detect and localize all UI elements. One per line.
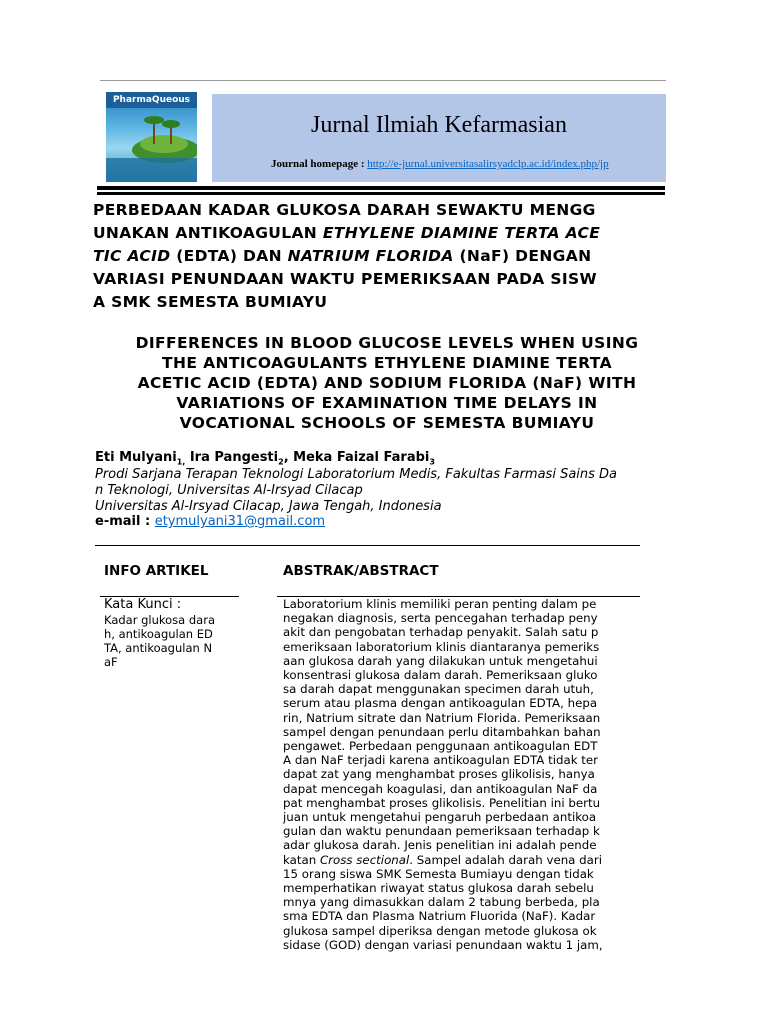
abstract-line: glukosa sampel diperiksa dengan metode glukosa ok — [283, 923, 597, 938]
journal-header — [212, 94, 666, 182]
abstract-line: emeriksaan laboratorium klinis diantaranya pemeriks — [283, 639, 600, 654]
abstract-line: konsentrasi glukosa dalam darah. Pemeriksaan gluko — [283, 668, 598, 683]
affiliation-line: Prodi Sarjana Terapan Teknologi Laboratorium Medis, Fakultas Farmasi Sains Da — [95, 467, 618, 482]
affiliation-line: Universitas Al-Irsyad Cilacap, Jawa Tengah, Indonesia — [95, 499, 442, 514]
title-id-text: (NaF) DENGAN — [453, 247, 592, 265]
author-affiliation-mark: 2 — [278, 457, 284, 467]
title-id-italic: ETHYLENE DIAMINE TERTA ACE — [322, 224, 601, 242]
author-affiliation-mark: 1, — [176, 457, 186, 467]
abstract-line — [283, 853, 643, 867]
keywords-line: TA, antikoagulan N — [104, 641, 213, 655]
abstract-line: A dan NaF terjadi karena antikoagulan EDTA tidak ter — [283, 753, 599, 768]
abstract-text: katan — [283, 852, 320, 867]
abstract-line: rin, Natrium sitrate dan Natrium Florida. Pemeriksaan — [283, 710, 601, 725]
email-link[interactable]: etymulyani31@gmail.com — [154, 514, 326, 529]
abstract-line: akit dan pengobatan terhadap penyakit. Salah satu p — [283, 625, 599, 640]
author-list — [95, 450, 435, 467]
abstract-line: aan glukosa darah yang dilakukan untuk mengetahui — [283, 653, 598, 668]
title-id-text: (EDTA) DAN — [170, 247, 288, 265]
keywords-line: h, antikoagulan ED — [104, 627, 213, 641]
abstract-line: sa darah dapat menggunakan specimen darah utuh, — [283, 682, 594, 697]
journal-name: Jurnal Ilmiah Kefarmasian — [311, 112, 567, 138]
abstract-line: adar glukosa darah. Jenis penelitian ini adalah pende — [283, 838, 597, 853]
journal-homepage — [271, 158, 609, 170]
abstract-line: sampel dengan penundaan perlu ditambahkan bahan — [283, 724, 601, 739]
top-rule — [100, 80, 666, 81]
abstract-line: pengawet. Perbedaan penggunaan antikoagulan EDT — [283, 739, 598, 754]
email-label: e-mail : — [95, 514, 155, 529]
homepage-label: Journal homepage : — [271, 158, 365, 170]
abstract-line: sma EDTA dan Plasma Natrium Fluorida (NaF). Kadar — [283, 909, 596, 924]
title-en-line: THE ANTICOAGULANTS ETHYLENE DIAMINE TERTA — [162, 354, 612, 372]
title-id-text: UNAKAN ANTIKOAGULAN — [93, 224, 323, 242]
header-rule-thin — [97, 192, 665, 195]
title-id-line: PERBEDAAN KADAR GLUKOSA DARAH SEWAKTU MENGG — [93, 201, 596, 219]
author-name: , Meka Faizal Farabi — [283, 450, 430, 465]
keywords-text — [104, 613, 215, 669]
title-id-line — [93, 245, 673, 268]
homepage-link[interactable]: http://e-jurnal.universitasalirsyadclp.ac.id/index.php/jp — [367, 158, 609, 170]
affiliation — [95, 467, 617, 515]
article-info-heading: INFO ARTIKEL — [104, 563, 209, 579]
abstract-line: dapat zat yang menghambat proses glikolisis, hanya — [283, 767, 595, 782]
title-en-line: VARIATIONS OF EXAMINATION TIME DELAYS IN — [176, 394, 598, 412]
section-divider — [95, 545, 640, 546]
author-affiliation-mark: 3 — [429, 457, 435, 467]
title-english — [93, 333, 681, 433]
title-en-line: VOCATIONAL SCHOOLS OF SEMESTA BUMIAYU — [179, 414, 595, 432]
title-id-line: VARIASI PENUNDAAN WAKTU PEMERIKSAAN PADA SISW — [93, 270, 597, 288]
abstract-line: mnya yang dimasukkan dalam 2 tabung berbeda, pla — [283, 895, 600, 910]
journal-logo — [106, 92, 197, 182]
keywords-label: Kata Kunci : — [104, 597, 182, 612]
island-illustration-icon — [106, 92, 197, 182]
abstract-line: negakan diagnosis, serta pencegahan terhadap peny — [283, 611, 598, 626]
title-id-italic: NATRIUM FLORIDA — [287, 247, 454, 265]
title-id-line — [93, 222, 673, 245]
abstract-line: dapat mencegah koagulasi, dan antikoagulan NaF da — [283, 781, 598, 796]
abstract-heading: ABSTRAK/ABSTRACT — [283, 563, 439, 579]
abstract-line: Laboratorium klinis memiliki peran penting dalam pe — [283, 597, 597, 611]
author-name: Eti Mulyani — [95, 450, 177, 465]
keywords-line: aF — [104, 655, 118, 669]
title-id-italic: TIC ACID — [93, 247, 171, 265]
title-indonesian — [93, 199, 673, 314]
abstract-body — [283, 597, 643, 952]
title-en-line: DIFFERENCES IN BLOOD GLUCOSE LEVELS WHEN USING — [135, 334, 639, 352]
abstract-line: gulan dan waktu penundaan pemeriksaan terhadap k — [283, 824, 600, 839]
abstract-italic: Cross sectional — [319, 852, 410, 867]
abstract-line: 15 orang siswa SMK Semesta Bumiayu dengan tidak — [283, 866, 594, 881]
abstract-line: juan untuk mengetahui pengaruh perbedaan antikoa — [283, 810, 597, 825]
title-en-line: ACETIC ACID (EDTA) AND SODIUM FLORIDA (NaF) WITH — [137, 374, 637, 392]
affiliation-line: n Teknologi, Universitas Al-Irsyad Cilacap — [95, 483, 363, 498]
abstract-line: memperhatikan riwayat status glukosa darah sebelu — [283, 881, 594, 896]
abstract-line: sidase (GOD) dengan variasi penundaan waktu 1 jam, — [283, 937, 603, 952]
author-name: Ira Pangesti — [185, 450, 279, 465]
contact-email — [95, 514, 325, 529]
header-rule-thick — [97, 186, 665, 190]
abstract-text: . Sampel adalah darah vena dari — [409, 852, 603, 867]
abstract-line: serum atau plasma dengan antikoagulan EDTA, hepa — [283, 696, 598, 711]
logo-text: PharmaQueous — [112, 95, 191, 105]
keywords-line: Kadar glukosa dara — [104, 613, 216, 627]
abstract-line: pat menghambat proses glikolisis. Penelitian ini bertu — [283, 795, 601, 810]
title-id-line: A SMK SEMESTA BUMIAYU — [93, 293, 328, 311]
